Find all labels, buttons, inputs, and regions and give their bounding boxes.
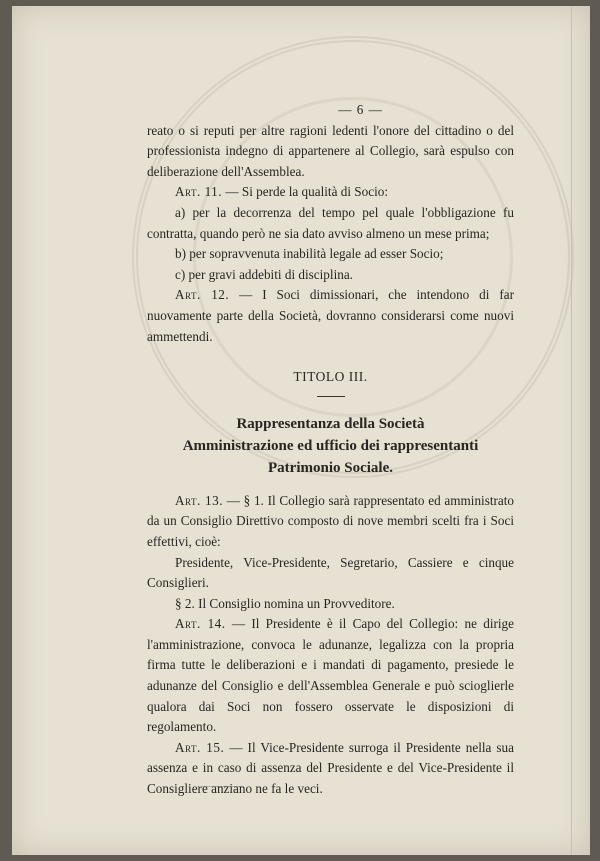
section-title: TITOLO III.: [293, 369, 368, 385]
article-12: [147, 285, 514, 347]
article-11-item-b: b) per sopravvenuta inabilità legale ad esser Socio;: [175, 246, 444, 262]
page-text: [147, 100, 514, 800]
article-15: [147, 738, 514, 800]
article-text: — § 1. Il Collegio sarà rappresentato ed amministrato da un Consiglio Direttivo composto di nove membri scelti fra i Soci effettivi, cioè:: [147, 492, 514, 549]
article-text: — Il Presidente è il Capo del Collegio: ne dirige l'amministrazione, convoca le adunanze, legalizza con la propria firma tutte le deliberazioni e i mandati di pagamento, presiede le adunanze del Consiglio e dell'Assemblea Generale e può scioglierle qualora dai Soci non fossero osservate le disposizioni di regolamento.: [147, 616, 515, 735]
article-11: [147, 182, 514, 203]
page-number: — 6 —: [338, 102, 383, 117]
article-13: [147, 491, 514, 553]
section-heading-1: Rappresentanza della Società: [236, 415, 425, 432]
article-label: Art. 15.: [175, 739, 225, 755]
section-heading-2: Amministrazione ed ufficio dei rappresentanti: [182, 437, 479, 454]
article-label: Art. 12.: [175, 287, 230, 303]
article-11-item-c: c) per gravi addebiti di disciplina.: [175, 266, 353, 282]
paragraph-continuation: reato o si reputi per altre ragioni ledenti l'onore del cittadino o del professionista indegno di appartenere al Collegio, sarà espulso con deliberazione dell'Assemblea.: [147, 122, 514, 179]
article-label: Art. 11.: [175, 184, 223, 200]
article-text: — I Soci dimissionari, che intendono di far nuovamente parte della Società, dovranno considerarsi come nuovi ammettendi.: [147, 287, 514, 344]
article-text: — Il Vice-Presidente surroga il Presidente nella sua assenza e in caso di assenza del Presidente e del Vice-Presidente il Consigliere anziano ne fa le veci.: [147, 739, 514, 797]
section-heading-3: Patrimonio Sociale.: [268, 459, 393, 476]
page-edge-line: [571, 6, 572, 855]
article-13-members: Presidente, Vice-Presidente, Segretario, Cassiere e cinque Consiglieri.: [147, 554, 514, 591]
section-divider: [317, 396, 345, 397]
document-page: [12, 6, 590, 855]
article-label: Art. 14.: [175, 616, 226, 632]
article-label: Art. 13.: [175, 492, 223, 508]
article-11-item-a: a) per la decorrenza del tempo pel quale l'obbligazione fu contratta, quando però ne sia dato avviso almeno un mese prima;: [147, 204, 514, 241]
bottom-divider: [202, 786, 242, 787]
article-13-section-2: § 2. Il Consiglio nomina un Provveditore.: [175, 595, 395, 611]
article-14: [147, 614, 514, 738]
article-text: — Si perde la qualità di Socio:: [222, 184, 388, 200]
